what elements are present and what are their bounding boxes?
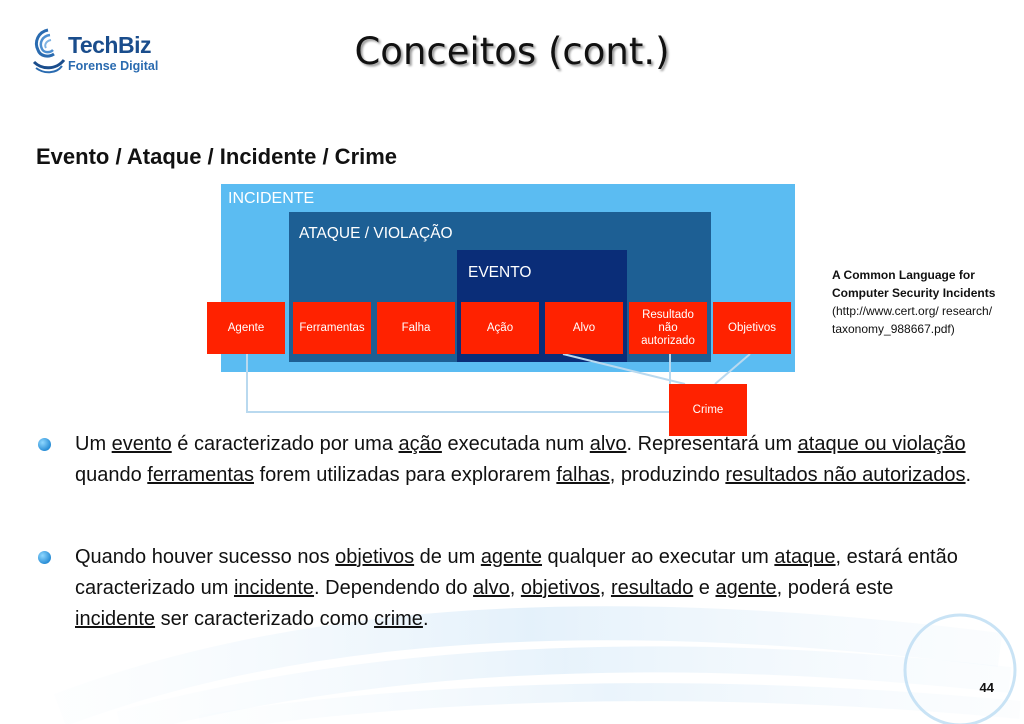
bullet-1-text: Um evento é caracterizado por uma ação executada num alvo. Representará um ataque ou violação quando ferramentas forem utilizadas para explorarem falhas, produzindo resultados não autorizados. [75,433,972,486]
taxonomy-diagram [205,184,797,436]
bullet-2-text: Quando houver sucesso nos objetivos de um agente qualquer ao executar um ataque, estará então caracterizado um incidente. Dependendo do alvo, objetivos, resultado e agente, poderá este incidente ser caracterizado como crime. [75,546,958,630]
reference-title: A Common Language for Computer Security Incidents [832,268,996,300]
logo-brand: TechBiz [68,32,151,58]
box-ferramentas: Ferramentas [293,302,371,354]
ataque-label: ATAQUE / VIOLAÇÃO [299,225,453,242]
bullet-dot-icon [38,438,51,451]
box-agente: Agente [207,302,285,354]
box-objetivos: Objetivos [713,302,791,354]
page-number: 44 [979,680,994,695]
box-crime: Crime [669,384,747,436]
logo-subtitle: Forense Digital [68,59,159,73]
slide-subtitle: Evento / Ataque / Incidente / Crime [36,144,398,169]
reference-note [832,266,1007,338]
box-acao: Ação [461,302,539,354]
incidente-label: INCIDENTE [228,190,315,207]
slide-title: Conceitos (cont.) [354,30,670,73]
bullet-dot-icon [38,551,51,564]
box-alvo: Alvo [545,302,623,354]
evento-label: EVENTO [468,264,532,281]
box-falha: Falha [377,302,455,354]
box-resultado: Resultado não autorizado [629,302,707,354]
reference-url: (http://www.cert.org/ research/ taxonomy_988667.pdf) [832,304,993,336]
